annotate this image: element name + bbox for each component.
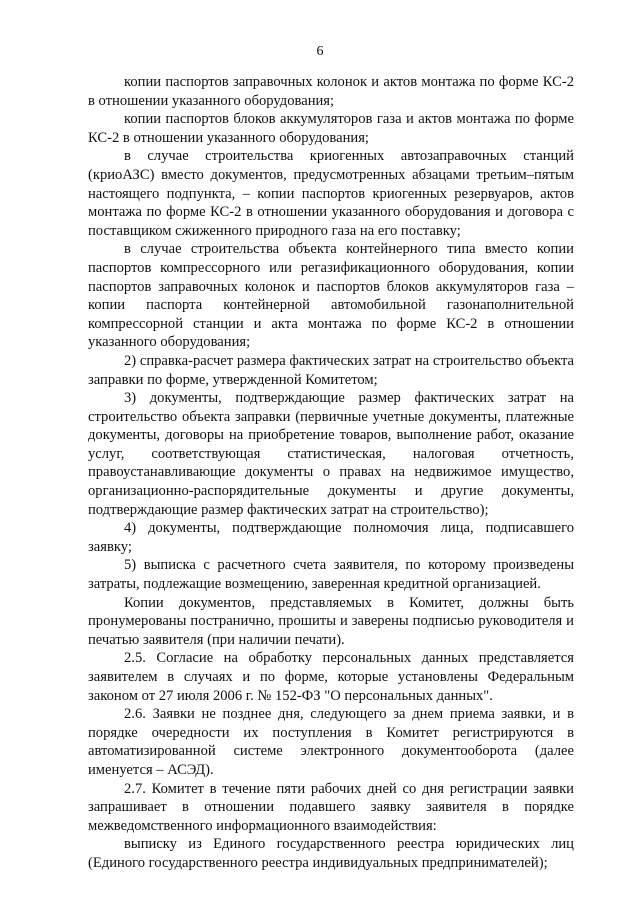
paragraph-cost-calculation-certificate: 2) справка-расчет размера фактических затрат на строительство объекта заправки по форме, утвержденной Комитетом; — [88, 352, 574, 388]
paragraph-cost-confirming-documents: 3) документы, подтверждающие размер фактических затрат на строительство объекта заправки (первичные учетные документы, платежные документы, договоры на приобретение товаров, выполнение работ, оказание услуг, соответствующая статистическая, налоговая отчетность, правоустанавливающие документы о правах на недвижимое имущество, организационно-распорядительные документы и другие документы, подтверждающие размер фактических затрат на строительство); — [88, 390, 574, 518]
paragraph-bank-statement: 5) выписка с расчетного счета заявителя, по которому произведены затраты, подлежащие возмещению, заверенная кредитной организацией. — [88, 557, 574, 593]
paragraph-cryogenic-stations: в случае строительства криогенных автозаправочных станций (криоАЗС) вместо документов, предусмотренных абзацами третьим–пятым настоящего подпункта, – копии паспортов криогенных резервуаров, актов монтажа по форме КС-2 в отношении указанного оборудования и договора с поставщиком сжиженного природного газа на его поставку; — [88, 148, 574, 239]
paragraph-gas-accumulator-passports: копии паспортов блоков аккумуляторов газа и актов монтажа по форме КС-2 в отношении указанного оборудования; — [88, 111, 574, 146]
paragraph-clause-2-5: 2.5. Согласие на обработку персональных данных представляется заявителем в случаях и по форме, которые установлены Федеральным законом от 27 июля 2006 г. № 152-ФЗ "О персональных данных". — [88, 650, 574, 704]
page-number: 6 — [316, 44, 324, 59]
paragraph-container-type-object: в случае строительства объекта контейнерного типа вместо копии паспортов компрессорного или регазификационного оборудования, копии паспортов заправочных колонок и паспортов блоков аккумуляторов газа – копии паспорта контейнерной автомобильной газонаполнительной компрессорной станции и акта монтажа по форме КС-2 в отношении указанного оборудования; — [88, 241, 574, 351]
paragraph-clause-2-7: 2.7. Комитет в течение пяти рабочих дней со дня регистрации заявки запрашивает в отношении подавшего заявку заявителя в порядке межведомственного информационного взаимодействия: — [88, 780, 574, 834]
paragraph-clause-2-6: 2.6. Заявки не позднее дня, следующего за днем приема заявки, и в порядке очередности их поступления в Комитет регистрируются в автоматизированной системе электронного документооборота (далее именуется – АСЭД). — [88, 706, 574, 778]
paragraph-document-copies-requirements: Копии документов, представляемых в Комитет, должны быть пронумерованы постранично, прошиты и заверены подписью руководителя и печатью заявителя (при наличии печати). — [88, 594, 574, 648]
document-body — [88, 73, 574, 873]
paragraph-registry-extract: выписку из Единого государственного реестра юридических лиц (Единого государственного реестра индивидуальных предпринимателей); — [88, 836, 574, 871]
paragraph-fuel-dispenser-passports: копии паспортов заправочных колонок и актов монтажа по форме КС-2 в отношении указанного оборудования; — [88, 74, 574, 109]
paragraph-authority-documents: 4) документы, подтверждающие полномочия лица, подписавшего заявку; — [88, 520, 574, 555]
